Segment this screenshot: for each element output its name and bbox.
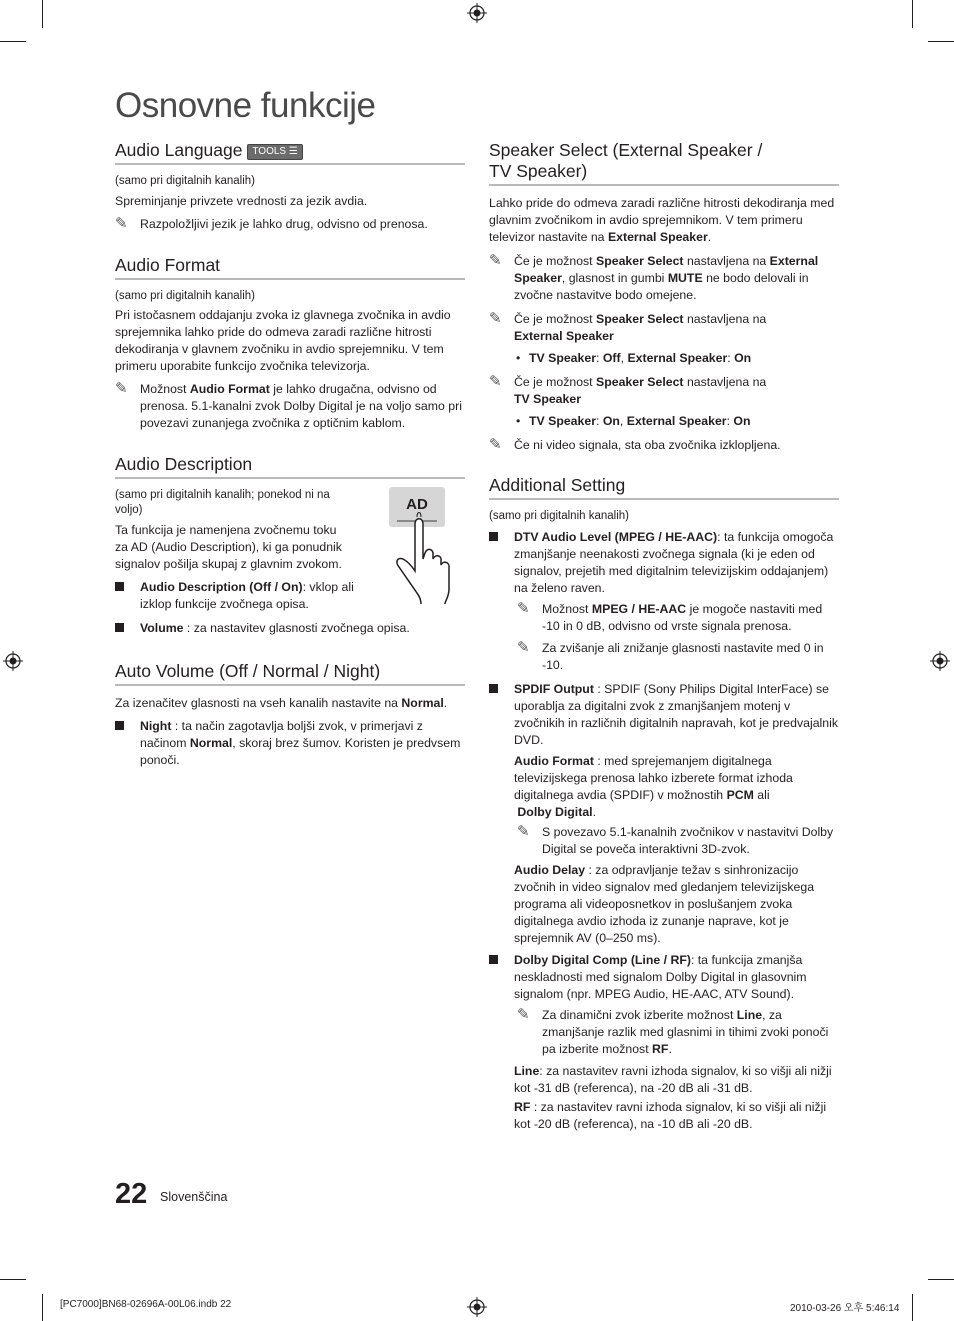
sub-item: RF : za nastavitev ravni izhoda signalov, ki so višji ali nižji kot -20 dB (referenca), na -10 dB ali -20 dB. [514,1100,827,1131]
registration-mark-icon [467,3,487,23]
hand-pointer-icon [387,509,467,604]
crop-mark [928,1279,954,1280]
right-column [489,140,839,1133]
pencil-note-icon: ✎ [115,215,128,232]
crop-mark [928,41,954,42]
additional-setting-section [489,475,839,1133]
registration-mark-icon [467,1297,487,1317]
scope-text: (samo pri digitalnih kanalih) [115,175,255,187]
pencil-note-icon: ✎ [517,600,530,617]
bullet-item: Night : ta način zagotavlja boljši zvok, v primerjavi z načinom Normal, skoraj brez šumov. Koristen je predvsem ponoči. [115,718,465,769]
description: Ta funkcija je namenjena zvočnemu toku za AD (Audio Description), ki ga ponudnik signalov pošilja skupaj z glavnim zvokom. [115,523,342,571]
crop-mark [912,1294,913,1321]
section-heading: Speaker Select (External Speaker / TV Speaker) [489,140,839,186]
pencil-note-icon: ✎ [517,823,530,840]
bullet-square-icon [115,623,124,632]
note: ✎ Možnost MPEG / HE-AAC je mogoče nastaviti med -10 in 0 dB, odvisno od vrste signala prenosa. [517,600,823,633]
crop-mark [912,0,913,28]
section-heading: Auto Volume (Off / Normal / Night) [115,661,465,686]
print-slug-right: 2010-03-26 오후 5:46:14 [790,1303,900,1314]
note: ✎ Če je možnost Speaker Select nastavljena na External Speaker, glasnost in gumbi MUTE ne bodo delovali in zvočne nastavitve bodo omejene. [489,252,819,302]
ad-button-icon: AD [389,487,445,527]
pencil-note-icon: ✎ [489,310,502,327]
description: Za izenačitev glasnosti na vseh kanalih nastavite na Normal. [115,696,448,710]
crop-mark [0,41,26,42]
bullet-item: Dolby Digital Comp (Line / RF): ta funkcija zmanjša neskladnosti med signalom Dolby Digital in glasovnim signalom (npr. MPEG Audio, HE-AAC, ATV Sound). [489,952,839,1003]
section-heading: Additional Setting [489,475,839,500]
pencil-note-icon: ✎ [517,1006,530,1023]
bullet-item: Audio Description (Off / On): vklop ali izklop funkcije zvočnega opisa. [115,579,375,613]
audio-format-section [115,255,465,432]
description: Pri istočasnem oddajanju zvoka iz glavnega zvočnika in avdio sprejemnika lahko pride do odmeva zaradi različne hitrosti dekodiranja v glavnem zvočniku in avdio sprejemniku. V tem primeru uporabite funkcijo zvočnika televizorja. [115,308,451,373]
speaker-select-section [489,140,839,454]
note: ✎ Če ni video signala, sta oba zvočnika izklopljena. [489,436,781,453]
sub-item: Audio Format : med sprejemanjem digitalnega televizijskega prenosa lahko izberete format izhoda digitalnega avdia (SPDIF) v možnostih PCM ali Dolby Digital. [514,754,793,819]
bullet-square-icon [489,684,498,693]
scope-text: (samo pri digitalnih kanalih; ponekod ni na voljo) [115,489,330,516]
note: ✎ Za dinamični zvok izberite možnost Line, za zmanjšanje razlik med glasnimi in tihimi zvoki ponoči pa izberite možnost RF. [517,1006,829,1056]
bullet-square-icon [115,582,124,591]
audio-description-section [115,454,465,637]
sub-item: Audio Delay : za odpravljanje težav s sinhronizacijo zvočnih in video signalov med gledanjem televizijskega programa ali videoposnetkov in poslušanjem zvoka digitalnega avdio izhoda iz zunanje naprave, kot je sprejemnik AV (0–250 ms). [514,863,815,945]
registration-mark-icon [930,651,950,671]
pencil-note-icon: ✎ [115,380,128,397]
dot-item: • TV Speaker: On, External Speaker: On [516,414,751,428]
page-title: Osnovne funkcije [115,86,376,125]
pencil-note-icon: ✎ [489,436,502,453]
note: ✎ Razpoložljivi jezik je lahko drug, odvisno od prenosa. [115,215,428,232]
pencil-note-icon: ✎ [489,252,502,269]
bullet-item: SPDIF Output : SPDIF (Sony Philips Digital InterFace) se uporablja za digitalni zvok z zmanjšanjem motenj v zvočnikih in različnih digitalnih napravah, kot je predvajalnik DVD. [489,681,839,749]
crop-mark [0,1279,26,1280]
note: ✎ Za zvišanje ali znižanje glasnosti nastavite med 0 in -10. [517,639,824,672]
audio-language-section [115,140,465,233]
registration-mark-icon [3,651,23,671]
dot-item: • TV Speaker: Off, External Speaker: On [516,351,752,365]
note: ✎ Možnost Audio Format je lahko drugačna, odvisno od prenosa. 5.1-kanalni zvok Dolby Digital je na voljo samo pri povezavi zunanjega zvočnika z optičnim kablom. [115,380,462,430]
bullet-item: Volume : za nastavitev glasnosti zvočnega opisa. [115,620,465,637]
section-heading: Audio Description [115,454,465,479]
bullet-square-icon [115,721,124,730]
bullet-square-icon [489,532,498,541]
description: Spreminjanje privzete vrednosti za jezik avdia. [115,194,368,208]
crop-mark [42,0,43,28]
bullet-item: DTV Audio Level (MPEG / HE-AAC): ta funkcija omogoča zmanjšanje neenakosti zvočnega signala (ki je eden od signalov, prejetih med digitalnim televizijskim oddajanjem) na želeno raven. [489,529,839,597]
page-number: 22 [115,1178,148,1210]
language-label: Slovenščina [160,1190,228,1204]
bullet-square-icon [489,955,498,964]
sub-item: Line: za nastavitev ravni izhoda signalov, ki so višji ali nižji kot -31 dB (referenca), na -20 dB ali -31 dB. [514,1064,832,1095]
note: ✎ Če je možnost Speaker Select nastavljena na TV Speaker [489,373,767,406]
left-column [115,140,465,769]
pencil-note-icon: ✎ [489,373,502,390]
description: Lahko pride do odmeva zaradi različne hitrosti dekodiranja med glavnim zvočnikom in avdio sprejemnikom. V tem primeru televizor nastavite na External Speaker. [489,196,835,244]
ad-remote-illustration [387,487,467,602]
print-slug-left: [PC7000]BN68-02696A-00L06.indb 22 [60,1299,232,1310]
section-heading: Audio Format [115,255,465,280]
scope-text: (samo pri digitalnih kanalih) [115,290,255,302]
pencil-note-icon: ✎ [517,639,530,656]
crop-mark [42,1294,43,1321]
auto-volume-section [115,661,465,769]
note: ✎ S povezavo 5.1-kanalnih zvočnikov v nastavitvi Dolby Digital se poveča interaktivni 3D-zvok. [517,823,834,856]
tools-icon: TOOLS ☰ [247,144,302,160]
scope-text: (samo pri digitalnih kanalih) [489,510,629,522]
note: ✎ Če je možnost Speaker Select nastavljena na External Speaker [489,310,767,343]
section-heading: Audio Language TOOLS ☰ [115,140,465,165]
